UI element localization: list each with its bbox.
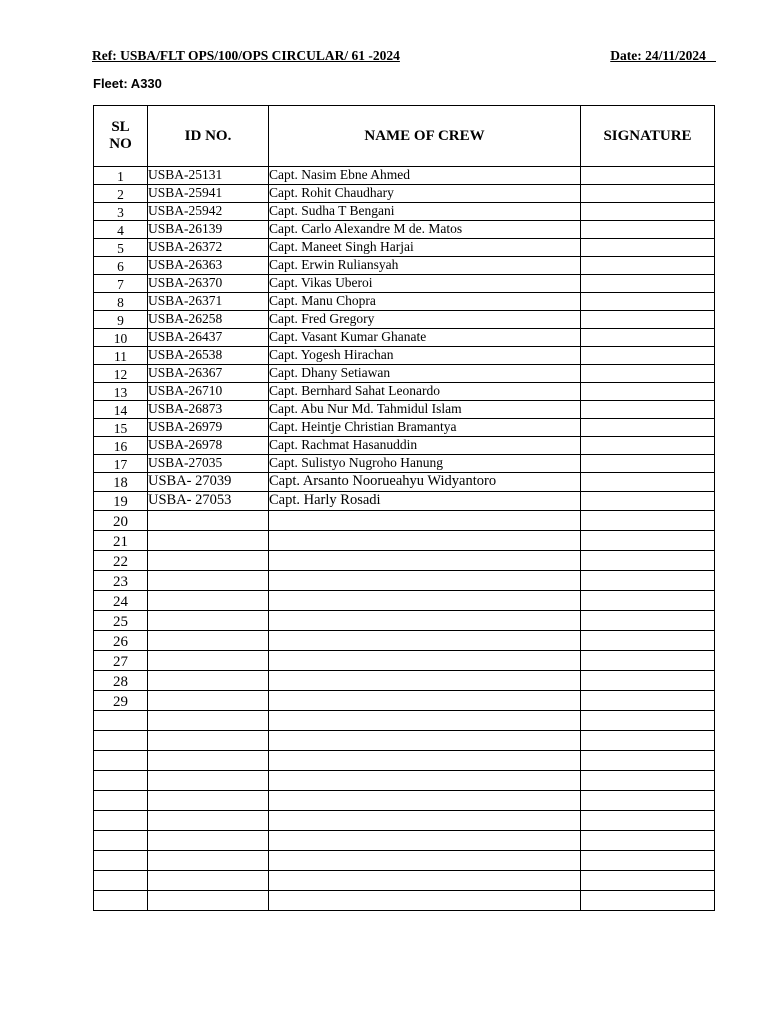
id-cell <box>148 591 269 611</box>
id-cell <box>148 631 269 651</box>
id-cell: USBA-26710 <box>148 383 269 401</box>
id-cell: USBA-26372 <box>148 239 269 257</box>
fleet-label: Fleet: A330 <box>93 76 162 91</box>
crew-name-cell <box>269 871 581 891</box>
sl-cell <box>94 751 148 771</box>
id-cell: USBA- 27039 <box>148 473 269 492</box>
table-row <box>94 611 715 631</box>
table-row <box>94 571 715 591</box>
id-cell <box>148 531 269 551</box>
signature-cell[interactable] <box>581 871 715 891</box>
table-row <box>94 551 715 571</box>
table-row <box>94 691 715 711</box>
table-row <box>94 203 715 221</box>
sl-cell: 7 <box>94 275 148 293</box>
crew-name-cell: Capt. Arsanto Nooruеahyu Widyantoro <box>269 473 581 492</box>
id-cell <box>148 691 269 711</box>
sl-cell: 11 <box>94 347 148 365</box>
id-cell <box>148 511 269 531</box>
table-row <box>94 221 715 239</box>
crew-name-cell <box>269 591 581 611</box>
signature-cell[interactable] <box>581 811 715 831</box>
id-cell: USBA-25942 <box>148 203 269 221</box>
id-cell: USBA-26978 <box>148 437 269 455</box>
crew-name-cell: Capt. Nasim Ebne Ahmed <box>269 167 581 185</box>
table-row <box>94 831 715 851</box>
id-cell: USBA-26979 <box>148 419 269 437</box>
crew-name-cell <box>269 711 581 731</box>
signature-cell[interactable] <box>581 419 715 437</box>
header-signature: SIGNATURE <box>581 106 715 167</box>
table-row <box>94 311 715 329</box>
signature-cell[interactable] <box>581 257 715 275</box>
id-cell <box>148 871 269 891</box>
crew-name-cell: Capt. Sudha T Bengani <box>269 203 581 221</box>
table-row <box>94 791 715 811</box>
sl-cell: 8 <box>94 293 148 311</box>
signature-cell[interactable] <box>581 791 715 811</box>
signature-cell[interactable] <box>581 531 715 551</box>
table-row <box>94 365 715 383</box>
table-row <box>94 851 715 871</box>
crew-name-cell <box>269 551 581 571</box>
signature-cell[interactable] <box>581 611 715 631</box>
table-row <box>94 651 715 671</box>
crew-name-cell <box>269 511 581 531</box>
sl-cell: 10 <box>94 329 148 347</box>
id-cell: USBA-25131 <box>148 167 269 185</box>
id-cell: USBA-26437 <box>148 329 269 347</box>
sl-cell: 17 <box>94 455 148 473</box>
table-row <box>94 347 715 365</box>
id-cell: USBA-26363 <box>148 257 269 275</box>
signature-cell[interactable] <box>581 771 715 791</box>
sl-cell: 27 <box>94 651 148 671</box>
table-row <box>94 591 715 611</box>
header-name-of-crew: NAME OF CREW <box>269 106 581 167</box>
id-cell: USBA-26873 <box>148 401 269 419</box>
id-cell <box>148 891 269 911</box>
crew-name-cell: Capt. Yogesh Hirachan <box>269 347 581 365</box>
signature-cell[interactable] <box>581 383 715 401</box>
circular-date: Date: 24/11/2024 <box>610 48 716 63</box>
sl-cell: 4 <box>94 221 148 239</box>
crew-name-cell <box>269 751 581 771</box>
table-row <box>94 167 715 185</box>
crew-name-cell <box>269 531 581 551</box>
crew-name-cell <box>269 651 581 671</box>
signature-cell[interactable] <box>581 711 715 731</box>
signature-cell[interactable] <box>581 731 715 751</box>
crew-name-cell: Capt. Sulistyo Nugroho Hanung <box>269 455 581 473</box>
table-row <box>94 891 715 911</box>
sl-cell: 28 <box>94 671 148 691</box>
signature-cell[interactable] <box>581 311 715 329</box>
id-cell: USBA-27035 <box>148 455 269 473</box>
table-row <box>94 511 715 531</box>
id-cell <box>148 671 269 691</box>
id-cell: USBA-26258 <box>148 311 269 329</box>
sl-cell <box>94 731 148 751</box>
crew-name-cell <box>269 851 581 871</box>
signature-cell[interactable] <box>581 591 715 611</box>
signature-cell[interactable] <box>581 473 715 492</box>
sl-cell: 16 <box>94 437 148 455</box>
id-cell <box>148 771 269 791</box>
table-row <box>94 383 715 401</box>
crew-name-cell: Capt. Dhany Setiawan <box>269 365 581 383</box>
id-cell: USBA-25941 <box>148 185 269 203</box>
sl-cell: 9 <box>94 311 148 329</box>
sl-cell: 24 <box>94 591 148 611</box>
sl-cell <box>94 711 148 731</box>
sl-cell: 25 <box>94 611 148 631</box>
signature-cell[interactable] <box>581 293 715 311</box>
signature-cell[interactable] <box>581 221 715 239</box>
crew-signature-table <box>93 105 715 911</box>
sl-cell: 23 <box>94 571 148 591</box>
signature-cell[interactable] <box>581 329 715 347</box>
crew-name-cell <box>269 811 581 831</box>
id-cell <box>148 791 269 811</box>
signature-cell[interactable] <box>581 437 715 455</box>
header-sl-line2: NO <box>109 136 132 152</box>
signature-cell[interactable] <box>581 891 715 911</box>
signature-cell[interactable] <box>581 365 715 383</box>
signature-cell[interactable] <box>581 511 715 531</box>
crew-name-cell <box>269 571 581 591</box>
sl-cell: 20 <box>94 511 148 531</box>
signature-cell[interactable] <box>581 851 715 871</box>
table-row <box>94 293 715 311</box>
sl-cell: 22 <box>94 551 148 571</box>
sl-cell <box>94 831 148 851</box>
crew-name-cell: Capt. Erwin Ruliansyah <box>269 257 581 275</box>
crew-name-cell <box>269 771 581 791</box>
sl-cell: 26 <box>94 631 148 651</box>
id-cell <box>148 851 269 871</box>
signature-cell[interactable] <box>581 671 715 691</box>
signature-cell[interactable] <box>581 751 715 771</box>
sl-cell: 18 <box>94 473 148 492</box>
sl-cell: 2 <box>94 185 148 203</box>
id-cell: USBA- 27053 <box>148 492 269 511</box>
signature-cell[interactable] <box>581 347 715 365</box>
crew-name-cell: Capt. Heintje Christian Bramantya <box>269 419 581 437</box>
table-row <box>94 239 715 257</box>
sl-cell: 5 <box>94 239 148 257</box>
crew-name-cell <box>269 731 581 751</box>
crew-name-cell <box>269 891 581 911</box>
header-sl-line1: SL <box>111 119 130 135</box>
id-cell: USBA-26139 <box>148 221 269 239</box>
table-row <box>94 751 715 771</box>
sl-cell: 12 <box>94 365 148 383</box>
crew-name-cell <box>269 631 581 651</box>
signature-cell[interactable] <box>581 492 715 511</box>
id-cell <box>148 711 269 731</box>
sl-cell: 3 <box>94 203 148 221</box>
signature-cell[interactable] <box>581 691 715 711</box>
crew-table-body <box>94 167 715 911</box>
table-header-row <box>94 106 715 167</box>
crew-name-cell: Capt. Carlo Alexandre M de. Matos <box>269 221 581 239</box>
crew-name-cell: Capt. Rachmat Hasanuddin <box>269 437 581 455</box>
table-row <box>94 711 715 731</box>
signature-cell[interactable] <box>581 571 715 591</box>
table-row <box>94 771 715 791</box>
id-cell <box>148 751 269 771</box>
sl-cell: 6 <box>94 257 148 275</box>
header-id-no: ID NO. <box>148 106 269 167</box>
sl-cell <box>94 871 148 891</box>
id-cell <box>148 811 269 831</box>
crew-name-cell: Capt. Vasant Kumar Ghanate <box>269 329 581 347</box>
table-row <box>94 811 715 831</box>
table-row <box>94 275 715 293</box>
signature-cell[interactable] <box>581 401 715 419</box>
crew-name-cell: Capt. Abu Nur Md. Tahmidul Islam <box>269 401 581 419</box>
sl-cell: 15 <box>94 419 148 437</box>
crew-name-cell <box>269 691 581 711</box>
crew-name-cell <box>269 791 581 811</box>
sl-cell: 19 <box>94 492 148 511</box>
sl-cell <box>94 891 148 911</box>
header-sl-no <box>94 106 148 167</box>
sl-cell: 21 <box>94 531 148 551</box>
id-cell: USBA-26538 <box>148 347 269 365</box>
table-row <box>94 473 715 492</box>
circular-reference: Ref: USBA/FLT OPS/100/OPS CIRCULAR/ 61 -2024 <box>92 48 400 63</box>
id-cell <box>148 571 269 591</box>
table-row <box>94 455 715 473</box>
table-row <box>94 329 715 347</box>
sl-cell: 1 <box>94 167 148 185</box>
sl-cell: 29 <box>94 691 148 711</box>
table-row <box>94 631 715 651</box>
crew-name-cell <box>269 671 581 691</box>
sl-cell <box>94 791 148 811</box>
table-row <box>94 731 715 751</box>
crew-name-cell: Capt. Rohit Chaudhary <box>269 185 581 203</box>
table-row <box>94 531 715 551</box>
table-row <box>94 257 715 275</box>
sl-cell: 14 <box>94 401 148 419</box>
sl-cell: 13 <box>94 383 148 401</box>
id-cell <box>148 611 269 631</box>
signature-cell[interactable] <box>581 631 715 651</box>
id-cell <box>148 831 269 851</box>
table-row <box>94 871 715 891</box>
crew-name-cell: Capt. Maneet Singh Harjai <box>269 239 581 257</box>
signature-cell[interactable] <box>581 831 715 851</box>
table-row <box>94 401 715 419</box>
signature-cell[interactable] <box>581 167 715 185</box>
id-cell <box>148 651 269 671</box>
id-cell: USBA-26371 <box>148 293 269 311</box>
signature-cell[interactable] <box>581 275 715 293</box>
sl-cell <box>94 811 148 831</box>
table-row <box>94 419 715 437</box>
id-cell <box>148 731 269 751</box>
crew-name-cell <box>269 831 581 851</box>
table-row <box>94 437 715 455</box>
table-row <box>94 671 715 691</box>
signature-cell[interactable] <box>581 239 715 257</box>
signature-cell[interactable] <box>581 551 715 571</box>
id-cell: USBA-26370 <box>148 275 269 293</box>
crew-name-cell: Capt. Harly Rosadi <box>269 492 581 511</box>
crew-name-cell <box>269 611 581 631</box>
crew-name-cell: Capt. Manu Chopra <box>269 293 581 311</box>
sl-cell <box>94 771 148 791</box>
sl-cell <box>94 851 148 871</box>
signature-cell[interactable] <box>581 651 715 671</box>
reference-line <box>92 48 716 66</box>
signature-cell[interactable] <box>581 455 715 473</box>
table-row <box>94 492 715 511</box>
signature-cell[interactable] <box>581 203 715 221</box>
crew-name-cell: Capt. Fred Gregory <box>269 311 581 329</box>
id-cell: USBA-26367 <box>148 365 269 383</box>
id-cell <box>148 551 269 571</box>
table-row <box>94 185 715 203</box>
crew-name-cell: Capt. Vikas Uberoi <box>269 275 581 293</box>
signature-cell[interactable] <box>581 185 715 203</box>
crew-name-cell: Capt. Bernhard Sahat Leonardo <box>269 383 581 401</box>
